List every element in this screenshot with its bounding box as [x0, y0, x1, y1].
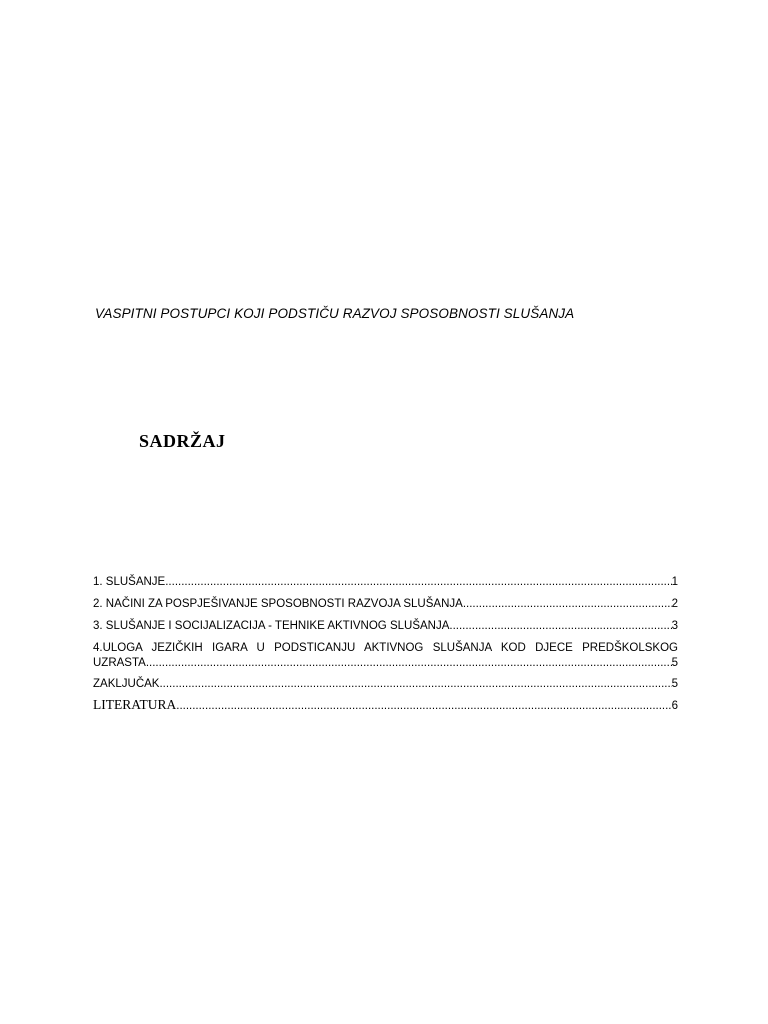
toc-page-number: 3 [671, 620, 678, 632]
toc-entry-label: 1. SLUŠANJE [93, 576, 166, 588]
toc-page-number: 1 [671, 576, 678, 588]
toc-dot-leader [159, 677, 671, 692]
toc-entry-zakljucak[interactable] [93, 677, 678, 692]
toc-dot-leader [463, 597, 672, 612]
toc-entry-socijalizacija[interactable] [93, 619, 678, 634]
toc-entry-literatura[interactable] [93, 697, 678, 714]
toc-dot-leader [146, 656, 672, 671]
toc-entry-slusanje[interactable] [93, 575, 678, 590]
toc-entry-nacini[interactable] [93, 597, 678, 612]
toc-dot-leader [176, 699, 671, 714]
toc-entry-label: 3. SLUŠANJE I SOCIJALIZACIJA - TEHNIKE AKTIVNOG SLUŠANJA [93, 620, 450, 632]
toc-entry-label: 2. NAČINI ZA POSPJEŠIVANJE SPOSOBNOSTI RAZVOJA SLUŠANJA [93, 598, 463, 610]
toc-page-number: 2 [671, 598, 678, 610]
toc-entry-label: ZAKLJUČAK [93, 678, 160, 690]
toc-page-number: 6 [671, 700, 678, 712]
toc-entry-jezicke-igre[interactable] [93, 641, 678, 671]
toc-page-number: 5 [671, 678, 678, 690]
toc-entry-label: LITERATURA [93, 697, 177, 712]
toc-entry-label-line1: 4.ULOGA JEZIČKIH IGARA U PODSTICANJU AKTIVNOG SLUŠANJA KOD DJECE PREDŠKOLSKOG [93, 642, 678, 654]
toc-heading: SADRŽAJ [139, 431, 226, 451]
table-of-contents [93, 575, 678, 714]
document-title: VASPITNI POSTUPCI KOJI PODSTIČU RAZVOJ SPOSOBNOSTI SLUŠANJA [95, 306, 575, 321]
toc-dot-leader [449, 619, 671, 634]
toc-dot-leader [165, 575, 671, 590]
toc-page-number: 5 [671, 657, 678, 669]
toc-entry-label-line2: UZRASTA [93, 657, 146, 669]
